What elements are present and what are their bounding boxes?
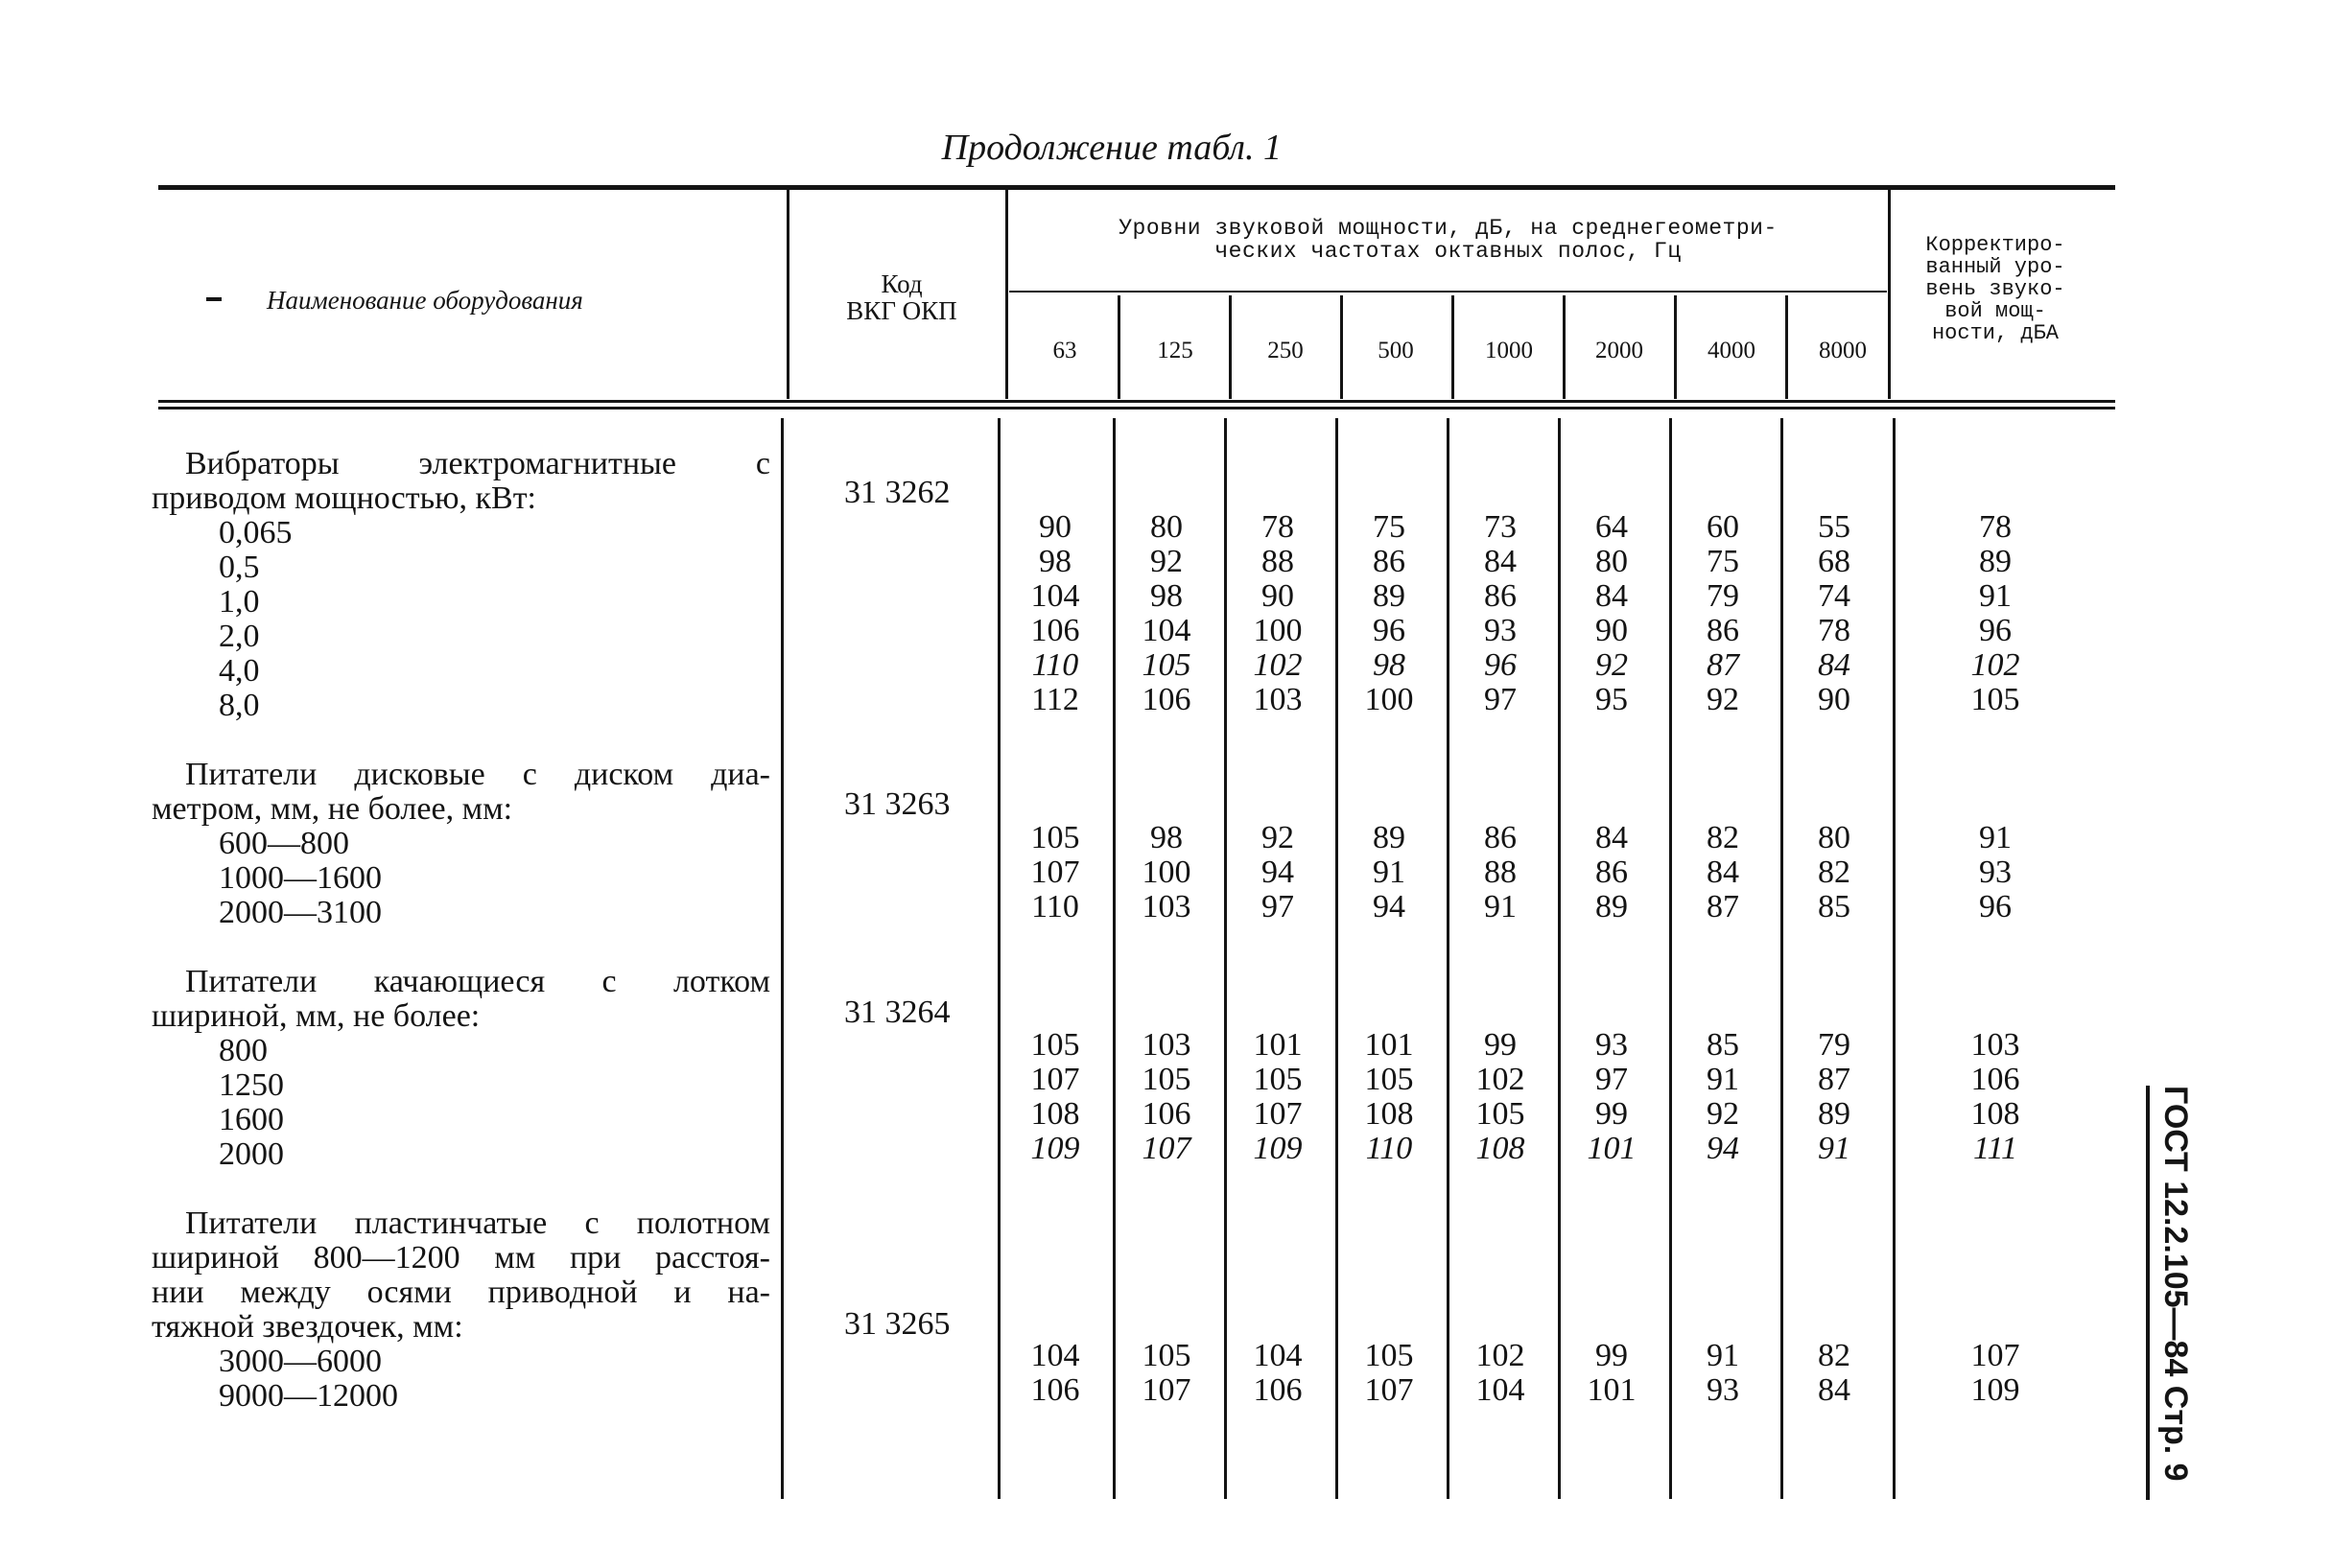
header-bottom-rule bbox=[158, 400, 2115, 403]
value-cell: 73 bbox=[1484, 509, 1517, 545]
okp-code: 31 3265 bbox=[844, 1306, 951, 1342]
value-cell: 105 bbox=[1253, 1062, 1303, 1097]
value-cell: 84 bbox=[1818, 647, 1850, 683]
value-cell: 97 bbox=[1484, 682, 1517, 717]
value-cell: 93 bbox=[1484, 613, 1517, 648]
value-cell: 100 bbox=[1364, 682, 1414, 717]
value-cell: 104 bbox=[1142, 613, 1191, 648]
row-label: 1,0 bbox=[219, 584, 260, 620]
value-cell: 107 bbox=[1142, 1372, 1191, 1408]
corrected-header-line: вой мощ- bbox=[1944, 299, 2046, 323]
value-cell: 86 bbox=[1707, 613, 1739, 648]
col-rule bbox=[781, 418, 784, 1499]
row-label: 2000—3100 bbox=[219, 895, 382, 930]
corrected-level-cell: 89 bbox=[1979, 544, 2012, 579]
value-cell: 79 bbox=[1818, 1027, 1850, 1063]
value-cell: 90 bbox=[1039, 509, 1072, 545]
code-header-line1: Код bbox=[881, 269, 923, 298]
freq-header-2000: 2000 bbox=[1595, 338, 1643, 363]
value-cell: 98 bbox=[1039, 544, 1072, 579]
corrected-header-line: ности, дБА bbox=[1931, 321, 2060, 345]
okp-code: 31 3262 bbox=[844, 475, 951, 510]
value-cell: 92 bbox=[1707, 682, 1739, 717]
value-cell: 106 bbox=[1142, 682, 1191, 717]
corrected-header-line: ванный уро- bbox=[1925, 255, 2065, 279]
corrected-level-cell: 106 bbox=[1970, 1062, 2020, 1097]
value-cell: 107 bbox=[1030, 1062, 1080, 1097]
description-line: тяжной звездочек, мм: bbox=[152, 1309, 463, 1345]
value-cell: 106 bbox=[1030, 1372, 1080, 1408]
col-rule bbox=[1674, 295, 1677, 399]
value-cell: 103 bbox=[1253, 682, 1303, 717]
value-cell: 105 bbox=[1364, 1338, 1414, 1373]
value-cell: 87 bbox=[1707, 889, 1739, 924]
standard-page-label: ГОСТ 12.2.105—84 Стр. 9 bbox=[2157, 1086, 2194, 1482]
corrected-level-cell: 96 bbox=[1979, 889, 2012, 924]
corrected-level-cell: 107 bbox=[1970, 1338, 2020, 1373]
corrected-header-line: вень звуко- bbox=[1925, 277, 2065, 301]
value-cell: 92 bbox=[1595, 647, 1628, 683]
row-label: 3000—6000 bbox=[219, 1344, 382, 1379]
col-rule bbox=[1229, 295, 1232, 399]
value-cell: 99 bbox=[1595, 1338, 1628, 1373]
value-cell: 95 bbox=[1595, 682, 1628, 717]
value-cell: 108 bbox=[1475, 1131, 1525, 1166]
value-cell: 90 bbox=[1595, 613, 1628, 648]
side-rule bbox=[2146, 1086, 2150, 1500]
row-label: 2,0 bbox=[219, 619, 260, 654]
code-column-header bbox=[806, 270, 998, 324]
value-cell: 87 bbox=[1818, 1062, 1850, 1097]
value-cell: 91 bbox=[1484, 889, 1517, 924]
row-label: 1600 bbox=[219, 1102, 284, 1137]
value-cell: 106 bbox=[1142, 1096, 1191, 1132]
value-cell: 106 bbox=[1253, 1372, 1303, 1408]
value-cell: 110 bbox=[1031, 889, 1079, 924]
value-cell: 105 bbox=[1030, 1027, 1080, 1063]
value-cell: 91 bbox=[1707, 1062, 1739, 1097]
value-cell: 109 bbox=[1030, 1131, 1080, 1166]
freq-header-500: 500 bbox=[1378, 338, 1414, 363]
levels-column-header bbox=[1009, 217, 1887, 263]
value-cell: 87 bbox=[1707, 647, 1739, 683]
value-cell: 107 bbox=[1030, 854, 1080, 890]
description-line: шириной, мм, не более: bbox=[152, 998, 481, 1034]
col-rule bbox=[1669, 418, 1672, 1499]
value-cell: 86 bbox=[1484, 578, 1517, 614]
row-label: 4,0 bbox=[219, 653, 260, 689]
value-cell: 99 bbox=[1484, 1027, 1517, 1063]
col-rule bbox=[1780, 418, 1783, 1499]
description-line: нии между осями приводной и на- bbox=[152, 1275, 770, 1310]
levels-header-line1: Уровни звуковой мощности, дБ, на среднегеометри- bbox=[1119, 216, 1778, 241]
value-cell: 64 bbox=[1595, 509, 1628, 545]
value-cell: 107 bbox=[1364, 1372, 1414, 1408]
value-cell: 105 bbox=[1142, 1338, 1191, 1373]
row-label: 1000—1600 bbox=[219, 860, 382, 896]
corrected-level-cell: 78 bbox=[1979, 509, 2012, 545]
value-cell: 104 bbox=[1030, 578, 1080, 614]
value-cell: 84 bbox=[1595, 578, 1628, 614]
value-cell: 91 bbox=[1818, 1131, 1850, 1166]
value-cell: 105 bbox=[1030, 820, 1080, 855]
col-rule bbox=[1005, 190, 1008, 399]
value-cell: 107 bbox=[1142, 1131, 1191, 1166]
value-cell: 100 bbox=[1142, 854, 1191, 890]
code-header-line2: ВКГ ОКП bbox=[846, 296, 957, 325]
value-cell: 78 bbox=[1261, 509, 1294, 545]
col-rule bbox=[1893, 418, 1896, 1499]
col-rule bbox=[1340, 295, 1343, 399]
value-cell: 102 bbox=[1475, 1062, 1525, 1097]
value-cell: 86 bbox=[1484, 820, 1517, 855]
col-rule bbox=[1558, 418, 1561, 1499]
col-rule bbox=[787, 190, 789, 399]
value-cell: 90 bbox=[1261, 578, 1294, 614]
value-cell: 109 bbox=[1253, 1131, 1303, 1166]
header-bottom-rule-2 bbox=[158, 407, 2115, 410]
col-rule bbox=[1447, 418, 1449, 1499]
row-label: 2000 bbox=[219, 1136, 284, 1172]
freq-header-250: 250 bbox=[1267, 338, 1304, 363]
value-cell: 90 bbox=[1818, 682, 1850, 717]
value-cell: 108 bbox=[1364, 1096, 1414, 1132]
corrected-header-line: Корректиро- bbox=[1925, 233, 2065, 257]
value-cell: 80 bbox=[1150, 509, 1183, 545]
value-cell: 100 bbox=[1253, 613, 1303, 648]
value-cell: 84 bbox=[1707, 854, 1739, 890]
value-cell: 80 bbox=[1818, 820, 1850, 855]
value-cell: 86 bbox=[1595, 854, 1628, 890]
levels-header-line2: ческих частотах октавных полос, Гц bbox=[1214, 239, 1682, 264]
group-description bbox=[152, 758, 770, 930]
value-cell: 112 bbox=[1031, 682, 1079, 717]
okp-code: 31 3263 bbox=[844, 786, 951, 822]
group-description bbox=[152, 1206, 770, 1414]
row-label: 9000—12000 bbox=[219, 1378, 398, 1414]
corrected-level-cell: 91 bbox=[1979, 578, 2012, 614]
value-cell: 92 bbox=[1707, 1096, 1739, 1132]
value-cell: 82 bbox=[1707, 820, 1739, 855]
value-cell: 92 bbox=[1261, 820, 1294, 855]
row-label: 8,0 bbox=[219, 688, 260, 723]
col-rule bbox=[1785, 295, 1788, 399]
value-cell: 94 bbox=[1261, 854, 1294, 890]
freq-header-4000: 4000 bbox=[1708, 338, 1755, 363]
value-cell: 75 bbox=[1373, 509, 1405, 545]
value-cell: 94 bbox=[1707, 1131, 1739, 1166]
value-cell: 103 bbox=[1142, 889, 1191, 924]
description-line: Питатели дисковые с диском диа- bbox=[185, 757, 770, 792]
value-cell: 105 bbox=[1142, 1062, 1191, 1097]
value-cell: 91 bbox=[1707, 1338, 1739, 1373]
value-cell: 85 bbox=[1818, 889, 1850, 924]
value-cell: 86 bbox=[1373, 544, 1405, 579]
value-cell: 96 bbox=[1484, 647, 1517, 683]
value-cell: 110 bbox=[1365, 1131, 1413, 1166]
description-line: шириной 800—1200 мм при расстоя- bbox=[152, 1240, 770, 1275]
value-cell: 97 bbox=[1261, 889, 1294, 924]
value-cell: 93 bbox=[1707, 1372, 1739, 1408]
value-cell: 85 bbox=[1707, 1027, 1739, 1063]
value-cell: 89 bbox=[1373, 820, 1405, 855]
value-cell: 98 bbox=[1150, 578, 1183, 614]
row-label: 800 bbox=[219, 1033, 268, 1068]
value-cell: 102 bbox=[1475, 1338, 1525, 1373]
value-cell: 55 bbox=[1818, 509, 1850, 545]
freq-header-1000: 1000 bbox=[1485, 338, 1533, 363]
corrected-level-cell: 96 bbox=[1979, 613, 2012, 648]
description-line: приводом мощностью, кВт: bbox=[152, 480, 536, 516]
value-cell: 101 bbox=[1587, 1131, 1637, 1166]
value-cell: 101 bbox=[1253, 1027, 1303, 1063]
value-cell: 88 bbox=[1261, 544, 1294, 579]
value-cell: 99 bbox=[1595, 1096, 1628, 1132]
row-label: 1250 bbox=[219, 1067, 284, 1103]
value-cell: 74 bbox=[1818, 578, 1850, 614]
description-line: метром, мм, не более, мм: bbox=[152, 791, 513, 827]
row-label: 0,065 bbox=[219, 515, 293, 550]
corrected-level-cell: 102 bbox=[1970, 647, 2020, 683]
value-cell: 94 bbox=[1373, 889, 1405, 924]
value-cell: 84 bbox=[1595, 820, 1628, 855]
value-cell: 96 bbox=[1373, 613, 1405, 648]
value-cell: 98 bbox=[1373, 647, 1405, 683]
value-cell: 92 bbox=[1150, 544, 1183, 579]
header-dash-mark bbox=[206, 297, 222, 301]
value-cell: 93 bbox=[1595, 1027, 1628, 1063]
value-cell: 84 bbox=[1484, 544, 1517, 579]
value-cell: 82 bbox=[1818, 1338, 1850, 1373]
value-cell: 110 bbox=[1031, 647, 1079, 683]
value-cell: 105 bbox=[1142, 647, 1191, 683]
value-cell: 101 bbox=[1587, 1372, 1637, 1408]
value-cell: 75 bbox=[1707, 544, 1739, 579]
value-cell: 91 bbox=[1373, 854, 1405, 890]
value-cell: 84 bbox=[1818, 1372, 1850, 1408]
description-line: Питатели пластинчатые с полотном bbox=[185, 1205, 770, 1241]
col-rule bbox=[1335, 418, 1338, 1499]
value-cell: 106 bbox=[1030, 613, 1080, 648]
description-line: Питатели качающиеся с лотком bbox=[185, 964, 770, 999]
col-rule bbox=[998, 418, 1001, 1499]
value-cell: 98 bbox=[1150, 820, 1183, 855]
freq-header-8000: 8000 bbox=[1819, 338, 1867, 363]
value-cell: 80 bbox=[1595, 544, 1628, 579]
value-cell: 108 bbox=[1030, 1096, 1080, 1132]
value-cell: 103 bbox=[1142, 1027, 1191, 1063]
corrected-level-cell: 105 bbox=[1970, 682, 2020, 717]
value-cell: 107 bbox=[1253, 1096, 1303, 1132]
col-rule bbox=[1888, 190, 1891, 399]
value-cell: 104 bbox=[1253, 1338, 1303, 1373]
corrected-level-cell: 103 bbox=[1970, 1027, 2020, 1063]
value-cell: 88 bbox=[1484, 854, 1517, 890]
corrected-level-cell: 91 bbox=[1979, 820, 2012, 855]
col-rule bbox=[1563, 295, 1566, 399]
row-label: 600—800 bbox=[219, 826, 349, 861]
freq-header-63: 63 bbox=[1052, 338, 1077, 363]
value-cell: 105 bbox=[1364, 1062, 1414, 1097]
col-rule bbox=[1451, 295, 1454, 399]
table-continuation-caption: Продолжение табл. 1 bbox=[941, 128, 1282, 168]
value-cell: 89 bbox=[1373, 578, 1405, 614]
corrected-level-cell: 111 bbox=[1973, 1131, 2017, 1166]
value-cell: 68 bbox=[1818, 544, 1850, 579]
value-cell: 105 bbox=[1475, 1096, 1525, 1132]
value-cell: 78 bbox=[1818, 613, 1850, 648]
corrected-level-cell: 109 bbox=[1970, 1372, 2020, 1408]
value-cell: 89 bbox=[1818, 1096, 1850, 1132]
okp-code: 31 3264 bbox=[844, 995, 951, 1030]
col-rule bbox=[1118, 295, 1120, 399]
value-cell: 97 bbox=[1595, 1062, 1628, 1097]
value-cell: 104 bbox=[1475, 1372, 1525, 1408]
row-label: 0,5 bbox=[219, 550, 260, 585]
name-column-header: Наименование оборудования bbox=[267, 286, 583, 315]
corrected-level-header bbox=[1895, 234, 2096, 344]
group-description bbox=[152, 447, 770, 723]
value-cell: 101 bbox=[1364, 1027, 1414, 1063]
table-top-rule bbox=[158, 185, 2115, 190]
col-rule bbox=[1224, 418, 1227, 1499]
col-rule bbox=[1113, 418, 1116, 1499]
description-line: Вибраторы электромагнитные с bbox=[185, 446, 770, 481]
levels-heading-rule bbox=[1009, 291, 1887, 293]
value-cell: 104 bbox=[1030, 1338, 1080, 1373]
value-cell: 79 bbox=[1707, 578, 1739, 614]
value-cell: 82 bbox=[1818, 854, 1850, 890]
freq-header-125: 125 bbox=[1157, 338, 1193, 363]
corrected-level-cell: 108 bbox=[1970, 1096, 2020, 1132]
value-cell: 60 bbox=[1707, 509, 1739, 545]
value-cell: 89 bbox=[1595, 889, 1628, 924]
value-cell: 102 bbox=[1253, 647, 1303, 683]
corrected-level-cell: 93 bbox=[1979, 854, 2012, 890]
group-description bbox=[152, 965, 770, 1172]
